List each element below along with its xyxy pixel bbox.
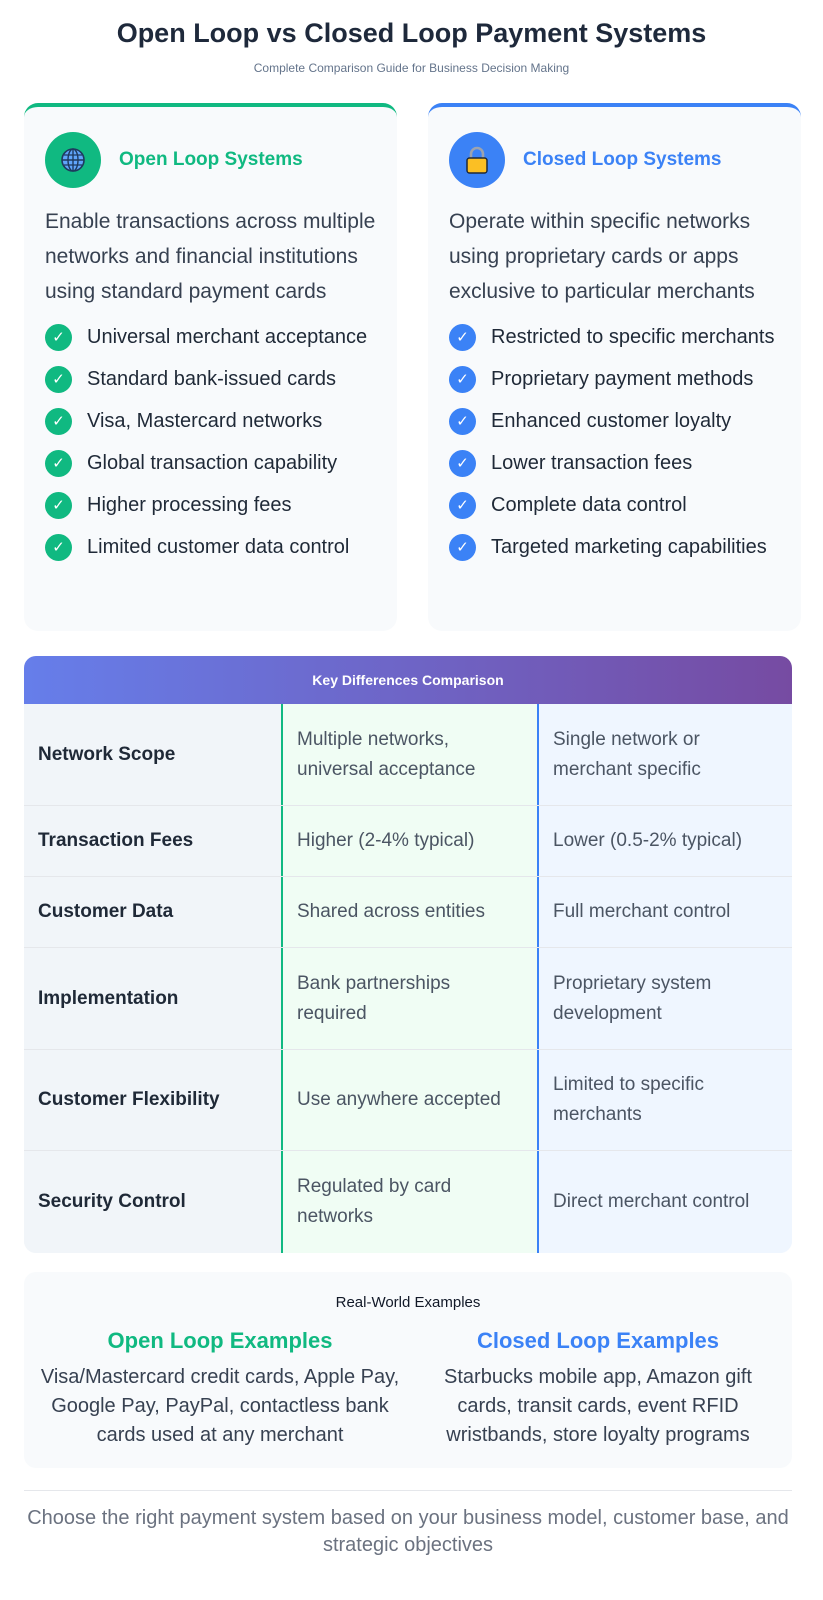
list-item: ✓ Visa, Mastercard networks [45,407,377,435]
checkmark-icon: ✓ [45,534,72,561]
closed-loop-examples-text: Starbucks mobile app, Amazon gift cards, transit cards, event RFID wristbands, store loyalty programs [444,1366,752,1446]
row-open-value: Higher (2-4% typical) [281,806,537,876]
closed-loop-description: Operate within specific networks using proprietary cards or apps exclusive to particular merchants [449,210,755,303]
page-subtitle: Complete Comparison Guide for Business Decision Making [253,61,570,75]
list-item: ✓ Universal merchant acceptance [45,323,377,351]
closed-loop-title: Closed Loop Systems [523,149,722,170]
list-item: ✓ Enhanced customer loyalty [449,407,781,435]
checkmark-icon: ✓ [449,450,476,477]
globe-icon [45,132,101,188]
examples-title: Real-World Examples [335,1294,481,1311]
row-feature-label: Network Scope [24,704,281,805]
row-closed-value: Lower (0.5-2% typical) [537,806,792,876]
open-loop-examples-heading: Open Loop Examples [107,1328,333,1353]
checkmark-icon: ✓ [45,492,72,519]
comparison-table [24,656,792,1253]
list-item: ✓ Complete data control [449,491,781,519]
table-row [24,948,792,1050]
footer-divider [24,1490,792,1491]
table-row [24,1050,792,1151]
checkmark-icon: ✓ [449,366,476,393]
list-item: ✓ Global transaction capability [45,449,377,477]
checkmark-icon: ✓ [45,408,72,435]
row-feature-label: Implementation [24,948,281,1049]
list-item: ✓ Lower transaction fees [449,449,781,477]
row-open-value: Use anywhere accepted [281,1050,537,1150]
list-item: ✓ Higher processing fees [45,491,377,519]
row-feature-label: Customer Flexibility [24,1050,281,1150]
open-loop-examples [38,1328,402,1450]
list-item: ✓ Proprietary payment methods [449,365,781,393]
checkmark-icon: ✓ [449,534,476,561]
row-open-value: Shared across entities [281,877,537,947]
row-open-value: Bank partnerships required [281,948,537,1049]
checkmark-icon: ✓ [45,324,72,351]
closed-loop-examples-heading: Closed Loop Examples [476,1328,720,1353]
row-closed-value: Full merchant control [537,877,792,947]
checkmark-icon: ✓ [45,450,72,477]
row-open-value: Regulated by card networks [281,1151,537,1253]
table-row [24,704,792,806]
table-row [24,877,792,948]
row-closed-value: Limited to specific merchants [537,1050,792,1150]
open-loop-card-header [45,132,377,188]
list-item: ✓ Restricted to specific merchants [449,323,781,351]
list-item: ✓ Targeted marketing capabilities [449,533,781,561]
open-loop-examples-text: Visa/Mastercard credit cards, Apple Pay, Google Pay, PayPal, contactless bank cards used at any merchant [40,1366,400,1446]
row-closed-value: Single network or merchant specific [537,704,792,805]
row-closed-value: Direct merchant control [537,1151,792,1253]
page-title: Open Loop vs Closed Loop Payment Systems [116,18,707,48]
checkmark-icon: ✓ [449,324,476,351]
checkmark-icon: ✓ [449,408,476,435]
closed-loop-examples [416,1328,780,1450]
table-row [24,1151,792,1253]
open-loop-description: Enable transactions across multiple networks and financial institutions using standard payment cards [45,210,376,303]
row-feature-label: Security Control [24,1151,281,1253]
closed-loop-card-header [449,132,781,188]
checkmark-icon: ✓ [45,366,72,393]
row-feature-label: Customer Data [24,877,281,947]
closed-loop-feature-list [449,323,781,561]
checkmark-icon: ✓ [449,492,476,519]
list-item: ✓ Standard bank-issued cards [45,365,377,393]
list-item: ✓ Limited customer data control [45,533,377,561]
row-open-value: Multiple networks, universal acceptance [281,704,537,805]
row-closed-value: Proprietary system development [537,948,792,1049]
footer-text: Choose the right payment system based on your business model, customer base, and strategic objectives [27,1507,789,1556]
table-row [24,806,792,877]
open-loop-title: Open Loop Systems [119,149,303,170]
lock-icon [449,132,505,188]
closed-loop-card [428,103,801,631]
open-loop-feature-list [45,323,377,561]
examples-section [24,1272,792,1468]
row-feature-label: Transaction Fees [24,806,281,876]
comparison-table-header: Key Differences Comparison [24,656,792,704]
open-loop-card [24,103,397,631]
